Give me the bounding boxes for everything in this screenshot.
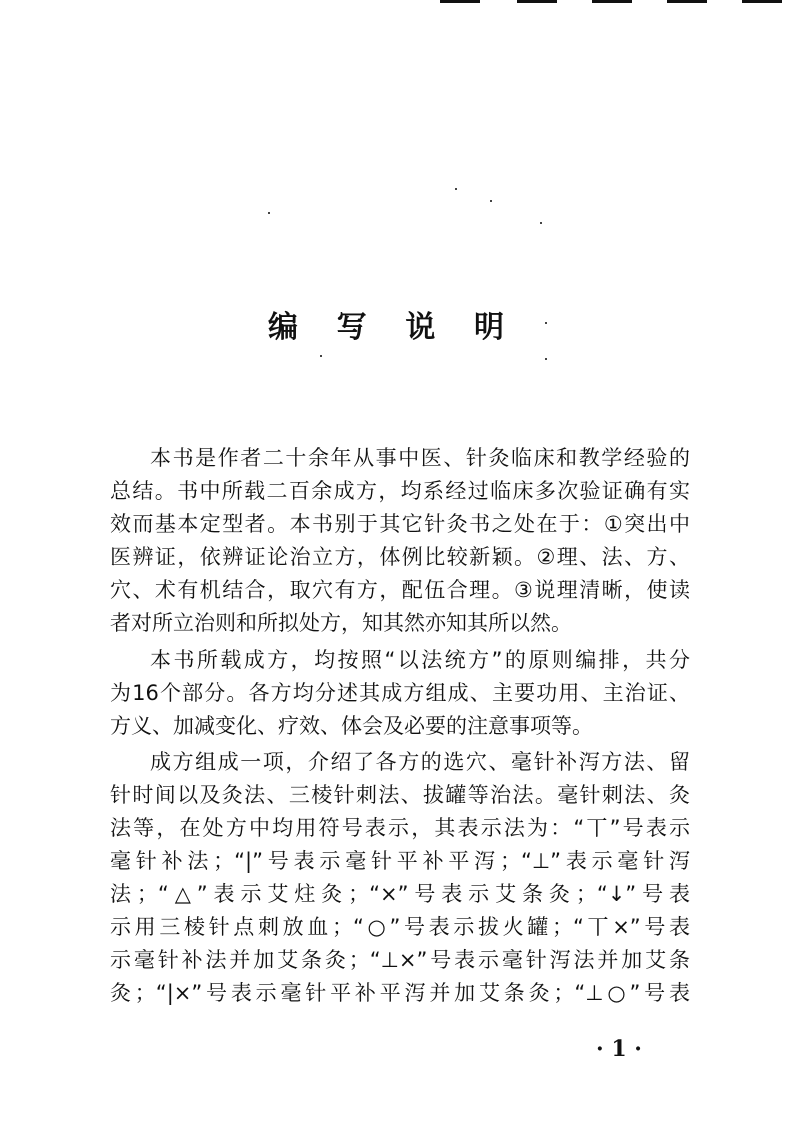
text-line: 总结。书中所载二百余成方，均系经过临床多次验证确有实: [110, 479, 690, 503]
text-line: 法；“△”表示艾炷灸；“×”号表示艾条灸；“↓”号表: [110, 882, 690, 906]
edge-mark: [667, 0, 707, 3]
text-line: 法等，在处方中均用符号表示，其表示法为：“丅”号表示: [110, 816, 690, 840]
edge-mark: [517, 0, 557, 3]
edge-mark: [742, 0, 782, 3]
text-line: 针时间以及灸法、三棱针刺法、拔罐等治法。毫针刺法、灸: [110, 783, 690, 807]
text-line: 穴、术有机结合，取穴有方，配伍合理。③说理清晰，使读: [110, 578, 690, 602]
speck: [545, 322, 547, 324]
speck: [268, 212, 270, 214]
page-title: 编 写 说 明: [268, 310, 504, 346]
text-line: 示用三棱针点刺放血；“○”号表示拔火罐；“丅×”号表: [110, 915, 690, 939]
text-line: 医辨证，依辨证论治立方，体例比较新颖。②理、法、方、: [110, 545, 690, 569]
text-line: 方义、加减变化、疗效、体会及必要的注意事项等。: [110, 714, 593, 738]
text-line: 示毫针补法并加艾条灸；“⊥×”号表示毫针泻法并加艾条: [110, 948, 690, 972]
text-line: 毫针补法；“|”号表示毫针平补平泻；“⊥”表示毫针泻: [110, 849, 690, 873]
text-line: 为16个部分。各方均分述其成方组成、主要功用、主治证、: [110, 681, 690, 705]
text-line: 效而基本定型者。本书别于其它针灸书之处在于：①突出中: [110, 512, 690, 536]
text-line: 本书所载成方，均按照“以法统方”的原则编排，共分: [150, 648, 690, 672]
speck: [320, 355, 322, 357]
page-number: · 1 ·: [596, 1036, 642, 1062]
speck: [540, 222, 542, 224]
speck: [490, 200, 492, 202]
edge-mark: [592, 0, 632, 3]
speck: [545, 358, 547, 360]
text-line: 成方组成一项，介绍了各方的选穴、毫针补泻方法、留: [150, 750, 690, 774]
speck: [455, 188, 457, 190]
text-line: 灸；“|×”号表示毫针平补平泻并加艾条灸；“⊥○”号表: [110, 981, 690, 1005]
edge-mark: [440, 0, 480, 3]
text-line: 本书是作者二十余年从事中医、针灸临床和教学经验的: [150, 446, 690, 470]
text-line: 者对所立治则和所拟处方，知其然亦知其所以然。: [110, 611, 572, 635]
